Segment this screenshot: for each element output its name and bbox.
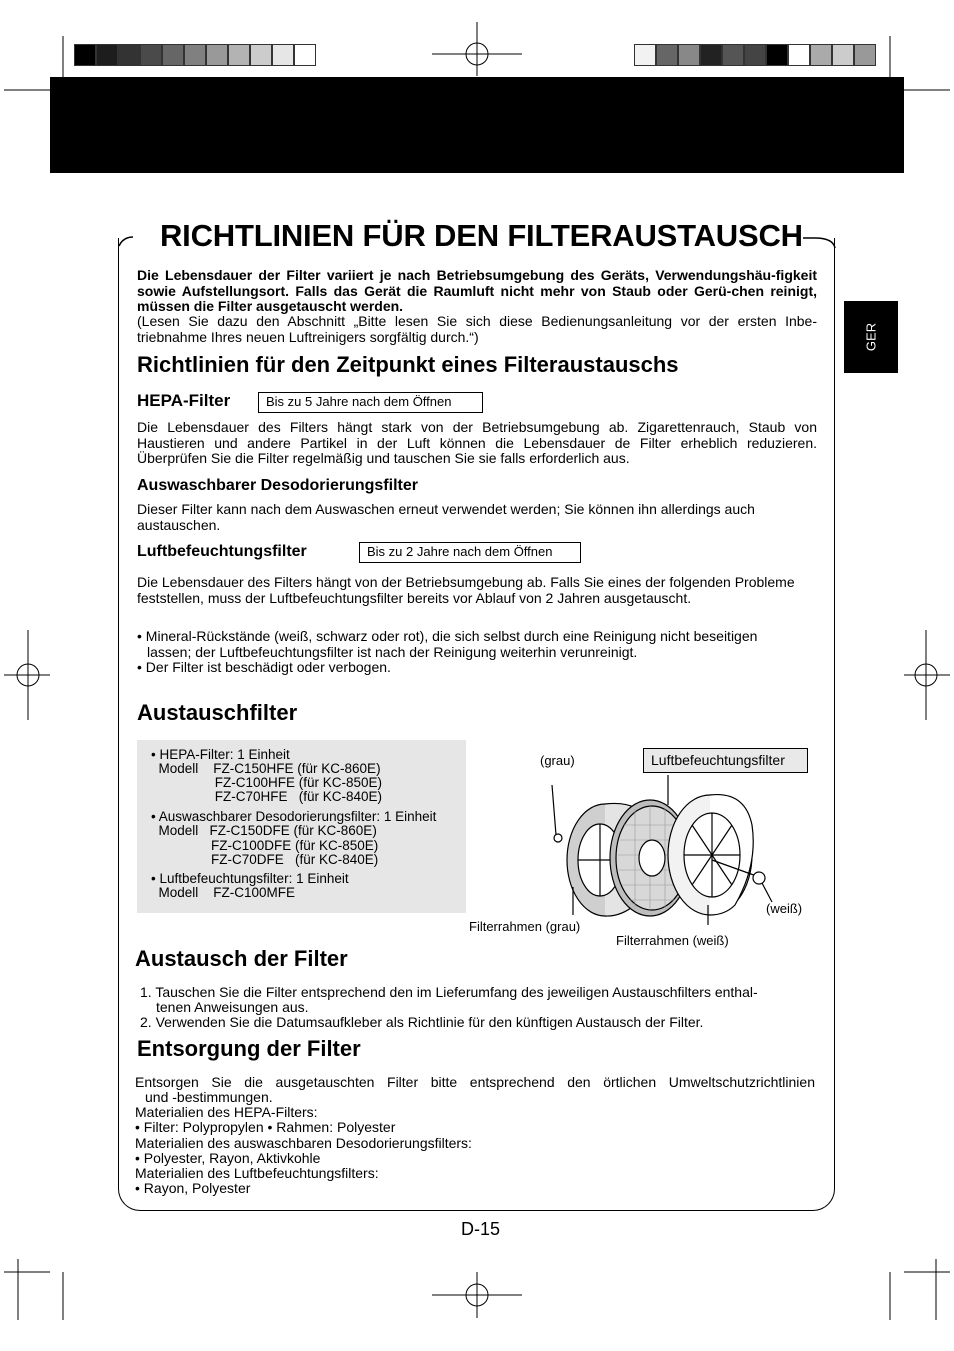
hepa-title: HEPA-Filter (137, 391, 231, 410)
timing-heading: Richtlinien für den Zeitpunkt eines Filteraustauschs (137, 352, 679, 377)
model-line: • Luftbefeuchtungsfilter: 1 Einheit (151, 871, 349, 886)
intro-bold: Die Lebensdauer der Filter variiert je nach Betriebsumgebung des Geräts, Verwendungshäu-figkeit sowie Aufstellungsort. Falls das Gerät die Raumluft nicht mehr von Staub oder Gerü-chen reinigt, müssen die Filter ausgetauscht werden. (137, 267, 817, 314)
exchange-step-1: 1. Tauschen Sie die Filter entsprechend den im Lieferumfang des jeweiligen Austauschfilters enthal- (140, 984, 758, 1000)
model-line: FZ-C70DFE (für KC-840E) (151, 852, 379, 867)
disposal-line-3: • Filter: Polypropylen • Rahmen: Polyester (135, 1119, 396, 1135)
humid-title: Luftbefeuchtungsfilter (137, 543, 307, 560)
replacement-heading: Austauschfilter (137, 700, 298, 725)
deodor-text: Dieser Filter kann nach dem Auswaschen erneut verwendet werden; Sie können ihn allerdings auch austauschen. (137, 501, 755, 533)
model-line: FZ-C100HFE (für KC-850E) (151, 775, 383, 790)
humid-text: Die Lebensdauer des Filters hängt von der Betriebsumgebung ab. Falls Sie eines der folgenden Probleme feststellen, muss der Luftbefeuchtungsfilter bereits vor Ablauf von 2 Jahren ausgetauscht. (137, 574, 795, 606)
disposal-line-4: Materialien des auswaschbaren Desodorierungsfilters: (135, 1135, 472, 1151)
label-grau: (grau) (540, 753, 575, 768)
humid-bullet-1-cont: lassen; der Luftbefeuchtungsfilter ist nach der Reinigung weiterhin verunreinigt. (147, 644, 638, 660)
model-line: Modell FZ-C150DFE (für KC-860E) (151, 823, 377, 838)
disposal-line-1: Entsorgen Sie die ausgetauschten Filter bitte entsprechend den örtlichen Umweltschutzrichtlinien (135, 1074, 815, 1090)
header-band (50, 77, 904, 173)
disposal-line-6: Materialien des Luftbefeuchtungsfilters: (135, 1165, 379, 1181)
disposal-line-2: Materialien des HEPA-Filters: (135, 1104, 318, 1120)
label-frame-grau: Filterrahmen (grau) (469, 919, 581, 934)
disposal-line-1-cont: und -bestimmungen. (145, 1089, 273, 1105)
humid-lifetime-badge: Bis zu 2 Jahre nach dem Öffnen (359, 542, 581, 563)
humid-bullet-1: • Mineral-Rückstände (weiß, schwarz oder rot), die sich selbst durch eine Reinigung nicht beseitigen (137, 628, 758, 644)
model-line: Modell FZ-C100MFE (151, 885, 296, 900)
deodor-title: Auswaschbarer Desodorierungsfilter (137, 477, 418, 494)
exchange-heading: Austausch der Filter (135, 946, 348, 971)
disposal-heading: Entsorgung der Filter (137, 1036, 361, 1061)
exchange-step-2: 2. Verwenden Sie die Datumsaufkleber als Richtlinie für den künftigen Austausch der Filter. (140, 1014, 704, 1030)
humid-bullet-2: • Der Filter ist beschädigt oder verbogen. (137, 659, 391, 675)
disposal-line-5: • Polyester, Rayon, Aktivkohle (135, 1150, 321, 1166)
model-line: • Auswaschbarer Desodorierungsfilter: 1 Einheit (151, 809, 437, 824)
label-weiss: (weiß) (766, 901, 803, 916)
exchange-step-1-cont: tenen Anweisungen aus. (156, 999, 309, 1015)
language-tab-label: GER (863, 322, 879, 352)
model-line: • HEPA-Filter: 1 Einheit (151, 747, 290, 762)
model-line: Modell FZ-C150HFE (für KC-860E) (151, 761, 381, 776)
model-line: FZ-C70HFE (für KC-840E) (151, 789, 383, 804)
hepa-text: Die Lebensdauer des Filters hängt stark von der Betriebsumgebung ab. Zigarettenrauch, Staub von Haustieren und andere Partikel in der Luft können die Lebensdauer de Filter erheblich reduzieren. Überprüfen Sie die Filter regelmäßig und tauschen Sie sie falls erforderlich aus. (137, 419, 817, 466)
label-frame-weiss: Filterrahmen (weiß) (616, 933, 729, 948)
page-title: RICHTLINIEN FÜR DEN FILTERAUSTAUSCH (160, 218, 803, 253)
page-number: D-15 (461, 1219, 501, 1239)
intro-note: (Lesen Sie dazu den Abschnitt „Bitte lesen Sie sich diese Bedienungsanleitung vor der ersten Inbe-triebnahme Ihres neuen Luftreinigers sorgfältig durch.“) (137, 313, 817, 345)
model-line: FZ-C100DFE (für KC-850E) (151, 838, 379, 853)
replacement-models-box (137, 740, 466, 913)
language-tab (844, 301, 898, 373)
disposal-line-7: • Rayon, Polyester (135, 1180, 251, 1196)
label-humid-filter: Luftbefeuchtungsfilter (643, 748, 808, 773)
hepa-lifetime-badge: Bis zu 5 Jahre nach dem Öffnen (258, 392, 483, 413)
